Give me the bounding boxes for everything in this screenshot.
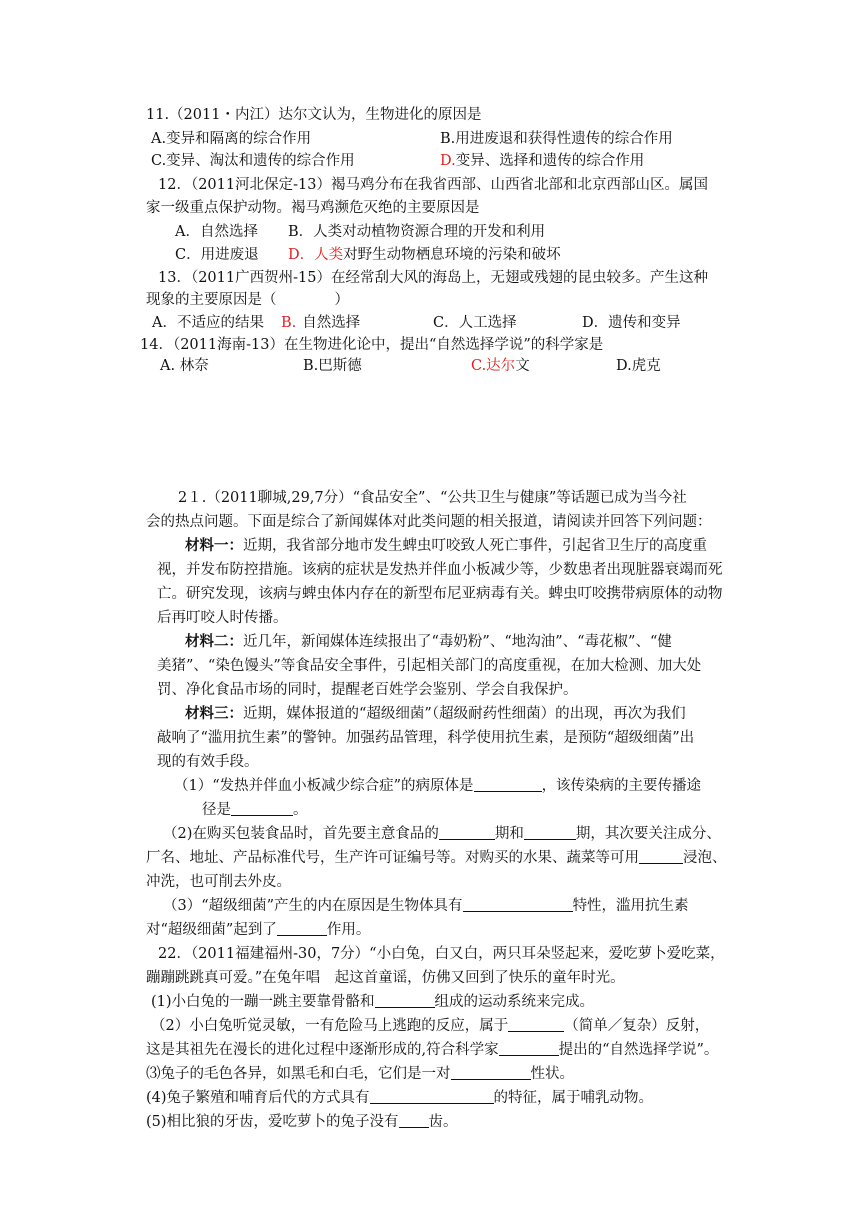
q21-sub1-line1: （1）“发热并伴血小板减少综合症”的病原体是 ，该传染病的主要传播途 <box>174 778 702 794</box>
q21-material2-line1: 材料二：近几年，新闻媒体连续报出了“毒奶粉”、“地沟油”、“毒花椒”、“健 <box>185 633 672 650</box>
answer-blank[interactable] <box>399 1113 429 1128</box>
q11-stem: 11.（2011・内江）达尔文认为，生物进化的原因是 <box>146 107 482 123</box>
q13-option-d: D．遗传和变异 <box>582 315 681 331</box>
q21-sub3-line1: （3）“超级细菌”产生的内在原因是生物体具有 特性，滥用抗生素 <box>163 898 689 914</box>
q21-material1-line3: 亡。研究发现，该病与蜱虫体内存在的新型布尼亚病毒有关。蜱虫叮咬携带病原体的动物 <box>157 586 723 602</box>
q22-sub1: (1)小白兔的一蹦一跳主要靠骨骼和 组成的运动系统来完成。 <box>151 994 595 1010</box>
q12-option-d: D．人类对野生动物栖息环境的污染和破坏 <box>288 247 561 263</box>
q11-answer-mark: D. <box>440 153 456 169</box>
q22-sub2-line1: （2）小白兔听觉灵敏，一有危险马上逃跑的反应，属于 （简单／复杂）反射， <box>151 1018 710 1034</box>
q21-material2-line2: 美猪”、“染色馒头”等食品安全事件，引起相关部门的高度重视，在加大检测、加大处 <box>157 658 702 674</box>
q13-option-b: B. 自然选择 <box>281 315 361 331</box>
q21-material2-line3: 罚、净化食品市场的同时，提醒老百姓学会鉴别、学会自我保护。 <box>157 682 578 698</box>
q22-sub3: ⑶兔子的毛色各异，如黑毛和白毛，它们是一对 性状。 <box>146 1066 574 1082</box>
q12-answer-mark: D．人类 <box>288 247 344 263</box>
q21-material3-line1: 材料三：近期，媒体报道的“超级细菌”（超级耐药性细菌）的出现，再次为我们 <box>185 705 686 722</box>
answer-blank[interactable] <box>370 1089 494 1104</box>
q11-option-b: B.用进废退和获得性遗传的综合作用 <box>440 131 673 147</box>
q13-answer-mark: B. <box>281 315 297 331</box>
q21-material3-line2: 敲响了“滥用抗生素”的警钟。加强药品管理，科学使用抗生素，是预防“超级细菌”出 <box>157 730 695 746</box>
q11-option-a: A.变异和隔离的综合作用 <box>151 131 312 147</box>
q14-option-d: D.虎克 <box>616 358 661 374</box>
q21-material3-line3: 现的有效手段。 <box>157 754 259 770</box>
q12-option-b: B．人类对动植物资源合理的开发和利用 <box>288 224 546 240</box>
answer-blank[interactable] <box>277 921 327 936</box>
q13-option-c: C．人工选择 <box>433 315 517 331</box>
q21-sub1-line2: 径是 。 <box>202 802 308 818</box>
q22-stem-line1: 22．（2011福建福州-30，7分）“小白兔，白又白，两只耳朵竖起来，爱吃萝卜爱吃菜， <box>158 946 725 962</box>
q13-stem-line1: 13．（2011广西贺州-15）在经常刮大风的海岛上，无翅或残翅的昆虫较多。产生这种 <box>158 270 708 286</box>
q12-stem-line1: 12．（2011河北保定-13）褐马鸡分布在我省西部、山西省北部和北京西部山区。属国 <box>158 177 708 193</box>
q11-option-d: D.变异、选择和遗传的综合作用 <box>440 153 645 169</box>
q22-sub5: (5)相比狼的牙齿，爱吃萝卜的兔子没有 齿。 <box>146 1114 458 1130</box>
q22-sub2-line2: 这是其祖先在漫长的进化过程中逐渐形成的,符合科学家 提出的“自然选择学说”。 <box>146 1042 719 1058</box>
answer-blank[interactable] <box>439 825 495 840</box>
material3-label: 材料三： <box>185 705 243 722</box>
answer-blank[interactable] <box>524 825 576 840</box>
q13-stem-line2: 现象的主要原因是（ ） <box>146 292 349 308</box>
q21-material1-line1: 材料一：近期，我省部分地市发生蜱虫叮咬致人死亡事件，引起省卫生厅的高度重 <box>185 537 707 554</box>
answer-blank[interactable] <box>375 993 435 1008</box>
q12-stem-line2: 家一级重点保护动物。褐马鸡濒危灭绝的主要原因是 <box>146 200 480 216</box>
q12-option-c: C．用进废退 <box>175 247 259 263</box>
q22-stem-line2: 蹦蹦跳跳真可爱。”在兔年唱 起这首童谣，仿佛又回到了快乐的童年时光。 <box>146 970 625 986</box>
q14-option-c: C.达尔文 <box>471 358 530 374</box>
q21-stem-line2: 会的热点问题。下面是综合了新闻媒体对此类问题的相关报道，请阅读并回答下列问题： <box>146 514 712 530</box>
q22-sub4: (4)兔子繁殖和哺育后代的方式具有 的特征，属于哺乳动物。 <box>146 1090 654 1106</box>
q21-stem-line1: 2１.（2011聊城,29,7分）“食品安全”、“公共卫生与健康”等话题已成为当今社 <box>178 490 687 506</box>
answer-blank[interactable] <box>474 777 542 792</box>
q21-sub2-line3: 冲洗，也可削去外皮。 <box>146 874 291 890</box>
q21-sub2-line1: （2)在购买包装食品时，首先要主意食品的 期和 期，其次要关注成分、 <box>163 826 721 842</box>
q14-stem: 14．（2011海南-13）在生物进化论中，提出“自然选择学说”的科学家是 <box>140 337 604 353</box>
q21-material1-line2: 视，并发布防控措施。该病的症状是发热并伴血小板减少等，少数患者出现脏器衰竭而死 <box>157 562 723 578</box>
q14-option-b: B.巴斯德 <box>303 358 362 374</box>
material2-label: 材料二： <box>185 633 243 650</box>
q21-sub3-line2: 对“超级细菌”起到了 作用。 <box>146 922 371 938</box>
q21-material1-line4: 后再叮咬人时传播。 <box>157 610 288 626</box>
answer-blank[interactable] <box>499 1041 559 1056</box>
answer-blank[interactable] <box>508 1017 564 1032</box>
q14-answer-mark: C.达尔 <box>471 358 516 374</box>
answer-blank[interactable] <box>639 849 683 864</box>
q12-option-a: A．自然选择 <box>175 224 258 240</box>
answer-blank[interactable] <box>451 1065 531 1080</box>
answer-blank[interactable] <box>231 801 293 816</box>
answer-blank[interactable] <box>463 897 573 912</box>
q21-sub2-line2: 厂名、地址、产品标准代号，生产许可证编号等。对购买的水果、蔬菜等可用 浸泡、 <box>146 850 727 866</box>
q11-option-c: C.变异、淘汰和遗传的综合作用 <box>151 153 355 169</box>
material1-label: 材料一： <box>185 537 243 554</box>
q14-option-a: A. 林奈 <box>160 358 209 374</box>
q13-option-a: A．不适应的结果 <box>152 315 264 331</box>
